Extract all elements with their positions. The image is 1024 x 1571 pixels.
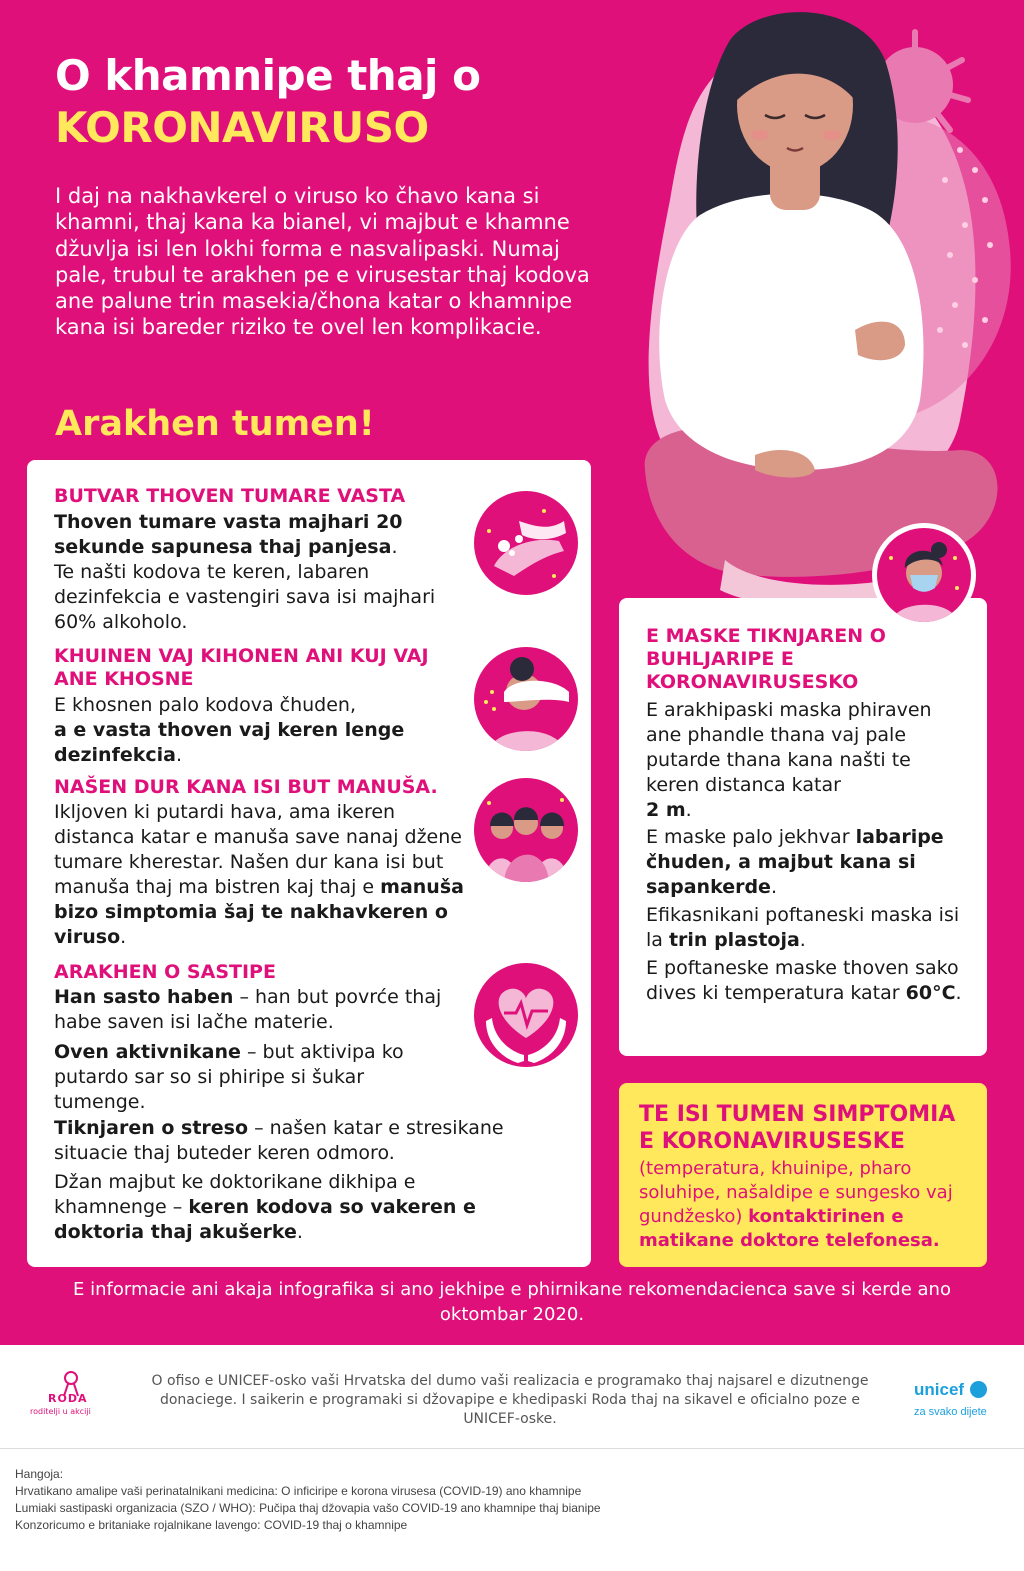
roda-logo bbox=[28, 1368, 108, 1420]
info-note: E informacie ani akaja infografika si ano jekhipe e phirnikane rekomendacienca save si kerde ano oktombar 2020. bbox=[73, 1279, 951, 1325]
bold-text: Oven aktivnikane bbox=[54, 1041, 241, 1063]
text: . bbox=[175, 744, 183, 766]
sources bbox=[15, 1466, 601, 1534]
globe-icon bbox=[970, 1381, 987, 1398]
text: – han but povrće thaj habe saven isi lačhe materie. bbox=[54, 986, 442, 1033]
section-text-sneeze bbox=[54, 693, 474, 768]
source-item: Hrvatikano amalipe vaši perinatalnikani medicina: O inficiripe e korona virusesa (COVID-19) ano khamnipe bbox=[15, 1484, 582, 1498]
source-item: Konzoricumo e britaniake rojalnikane lavengo: COVID-19 thaj o khamnipe bbox=[15, 1518, 408, 1532]
text: Te našti kodova te keren, labaren dezinfekcia e vastengiri sava isi majhari 60% alkoholo. bbox=[54, 561, 436, 633]
symptoms-card bbox=[619, 1083, 987, 1267]
section-heading-sneeze: KHUINEN VAJ KIHONEN ANI KUJ VAJ ANE KHOSNE bbox=[54, 645, 429, 690]
symptoms-text bbox=[639, 1157, 969, 1253]
crowd-icon bbox=[474, 778, 578, 882]
text: Efikasnikani poftaneski maska isi la bbox=[646, 904, 960, 951]
prevention-card bbox=[27, 460, 591, 1267]
source-item: Lumiaki sastipaski organizacia (SZO / WHO): Pučipa thaj džovapia vašo COVID-19 ano khamnipe thaj bianipe bbox=[15, 1501, 601, 1515]
text: – našen katar e stresikane situacie thaj buteder keren odmoro. bbox=[54, 1117, 504, 1164]
text: . bbox=[120, 926, 127, 948]
section-heading-distance: NAŠEN DUR KANA ISI BUT MANUŠA. bbox=[54, 776, 438, 798]
unicef-disclaimer: O ofiso e UNICEF-osko vaši Hrvatska del dumo vaši realizacia e programako thaj najsarel e dizutnenge donaciege. I saikerin e programaki si džovapipe e khedipaski Roda thaj na sikavel e oficialno poze e UNICEF-oske. bbox=[151, 1373, 869, 1427]
title-line-1: O khamnipe thaj o bbox=[55, 51, 481, 100]
text: E maske palo jekhvar bbox=[646, 826, 856, 848]
handwash-icon bbox=[474, 491, 578, 595]
text: Ikljoven ki putardi hava, ama ikeren distanca katar e manuša save nanaj džene tumare kherestar. Našen dur kana isi but manuša thaj ma bistren kaj thaj e bbox=[54, 801, 462, 898]
intro-paragraph: I daj na nakhavkerel o viruso ko čhavo kana si khamni, thaj kana ka bianel, vi majbut e khamne džuvlja isi len lokhi forma e nasvalipaski. Numaj pale, trubul te arakhen pe e virusestar thaj kodova ane palune trin masekia/čhona katar o khamnipe kana isi bareder riziko te ovel len komplikacie. bbox=[55, 184, 590, 340]
pregnant-woman-illustration bbox=[600, 0, 1024, 620]
text: Džan majbut ke doktorikane dikhipa e khamnenge – bbox=[54, 1171, 416, 1218]
text: . bbox=[391, 536, 398, 558]
divider bbox=[0, 1448, 1024, 1449]
bold-text: Thoven tumare vasta majhari 20 sekunde sapunesa thaj panjesa bbox=[54, 511, 403, 558]
health-text-stress bbox=[54, 1116, 554, 1166]
health-text-doctor bbox=[54, 1170, 494, 1245]
section-heading-health: ARAKHEN O SASTIPE bbox=[54, 961, 276, 983]
mask-icon bbox=[872, 523, 976, 627]
text: . bbox=[770, 876, 777, 898]
bold-text: trin plastoja bbox=[668, 929, 800, 951]
mask-card bbox=[619, 598, 987, 1056]
mask-text-3 bbox=[646, 903, 966, 953]
section-text-handwash bbox=[54, 510, 474, 635]
mask-text-2 bbox=[646, 825, 966, 900]
section-text-distance bbox=[54, 800, 474, 950]
bold-text: manuša bizo simptomia šaj te nakhavkeren o viruso bbox=[54, 876, 464, 948]
mask-heading: E MASKE TIKNJAREN O BUHLJARIPE E KORONAVIRUSESKO bbox=[646, 625, 886, 693]
text: . bbox=[296, 1221, 303, 1243]
health-text-activity bbox=[54, 1040, 434, 1115]
text: E poftaneske maske thoven sako dives ki temperatura katar bbox=[646, 957, 959, 1004]
roda-tagline: roditelji u akciji bbox=[30, 1407, 91, 1416]
text: (temperatura, khuinipe, pharo soluhipe, našaldipe e sungesko vaj gundžesko) bbox=[639, 1158, 953, 1227]
sneeze-icon bbox=[474, 647, 578, 751]
unicef-logo-text: unicef bbox=[914, 1380, 965, 1399]
text: E khosnen palo kodova čhuden, bbox=[54, 694, 356, 716]
bold-text: a e vasta thoven vaj keren lenge dezinfekcia bbox=[54, 719, 405, 766]
text: – but aktivipa ko putardo sar so si phiripe si šukar tumenge. bbox=[54, 1041, 404, 1113]
bold-text: labaripe čhuden, a majbut kana si sapankerde bbox=[646, 826, 944, 898]
mask-text-4 bbox=[646, 956, 966, 1006]
roda-logo-text: RODA bbox=[48, 1392, 88, 1405]
bold-text: Tiknjaren o streso bbox=[54, 1117, 249, 1139]
text: . bbox=[799, 929, 806, 951]
unicef-logo bbox=[912, 1380, 996, 1425]
bold-text: 2 m bbox=[646, 799, 686, 821]
text: . bbox=[685, 799, 692, 821]
section-heading-handwash: BUTVAR THOVEN TUMARE VASTA bbox=[54, 485, 406, 507]
bold-text: Han sasto haben bbox=[54, 986, 234, 1008]
symptoms-heading: TE ISI TUMEN SIMPTOMIA E KORONAVIRUSESKE bbox=[639, 1102, 956, 1154]
title-line-2: KORONAVIRUSO bbox=[55, 103, 429, 152]
sources-label: Hangoja: bbox=[15, 1467, 64, 1481]
bold-text: keren kodova so vakeren e doktoria thaj akušerke bbox=[54, 1196, 476, 1243]
bold-text: kontaktirinen e matikane doktore telefonesa. bbox=[639, 1206, 940, 1251]
health-text-food bbox=[54, 985, 474, 1035]
mask-text-1 bbox=[646, 698, 966, 823]
bold-text: 60°C bbox=[905, 982, 956, 1004]
text: E arakhipaski maska phiraven ane phandle thana vaj pale putarde thana kana našti te keren distanca katar bbox=[646, 699, 932, 796]
subtitle: Arakhen tumen! bbox=[55, 404, 375, 444]
heart-hands-icon bbox=[474, 963, 578, 1067]
unicef-tagline: za svako dijete bbox=[914, 1406, 987, 1418]
text: . bbox=[955, 982, 962, 1004]
